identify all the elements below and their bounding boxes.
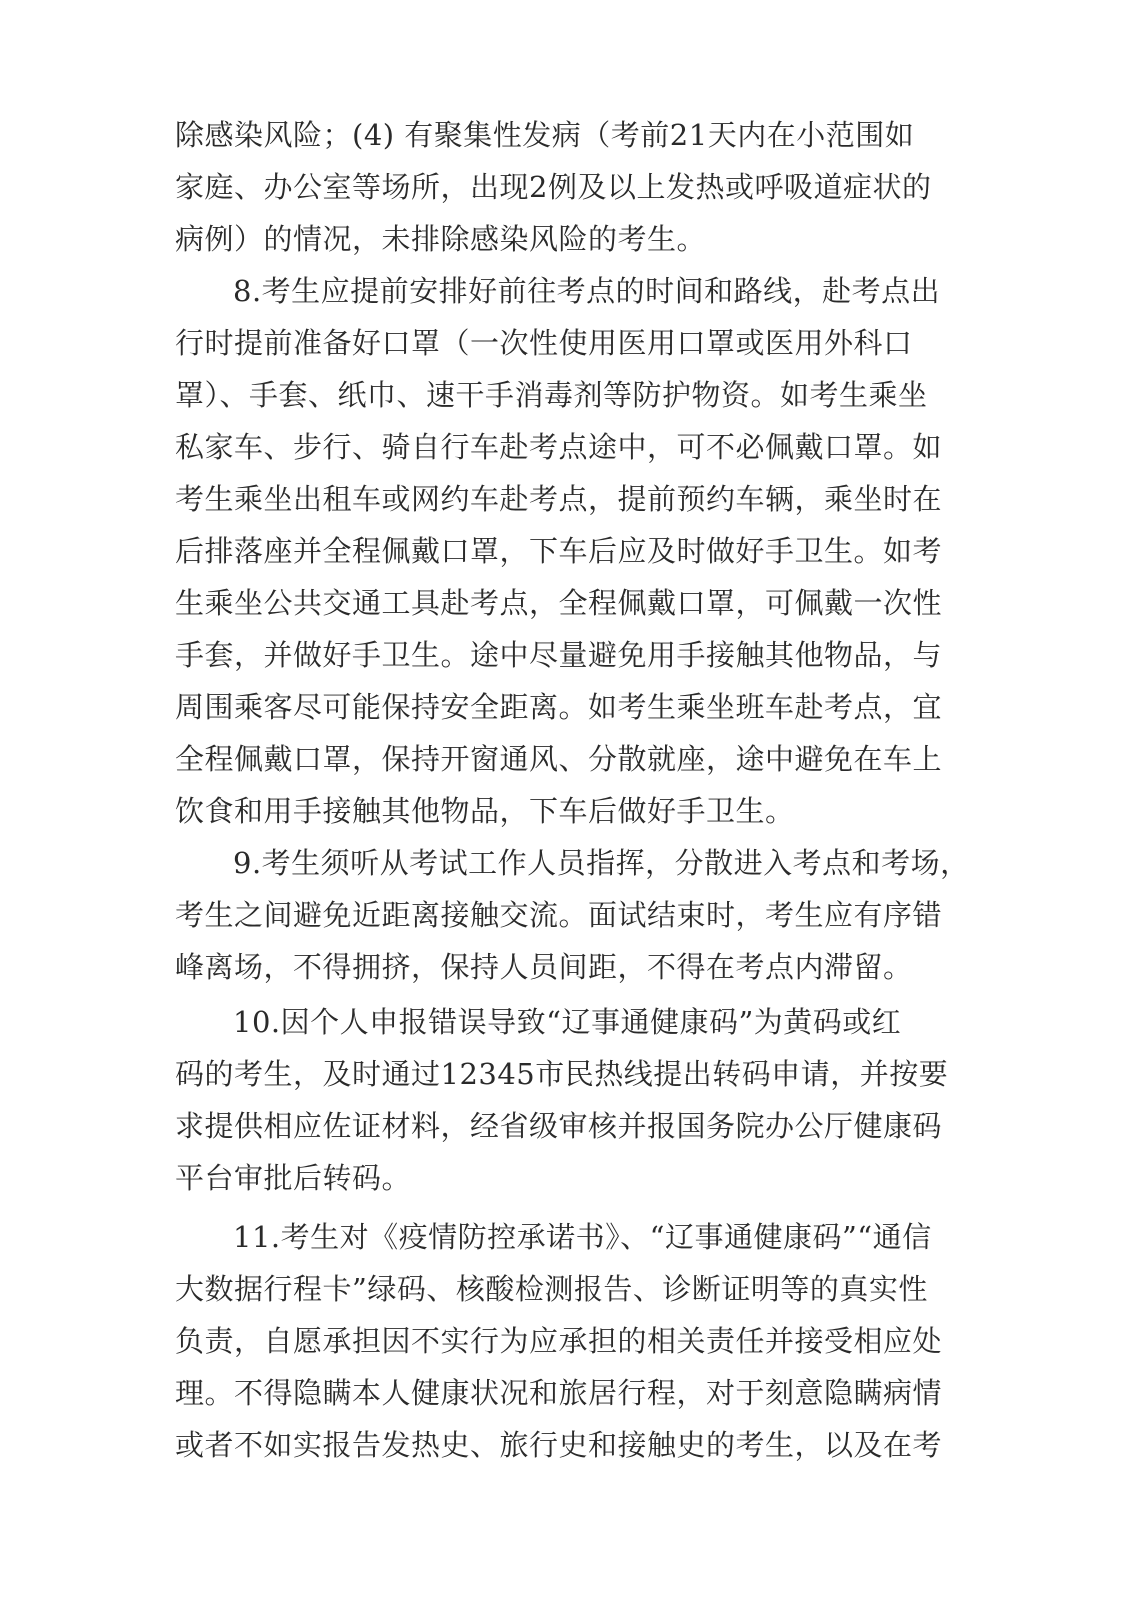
- text-line: 理。不得隐瞒本人健康状况和旅居行程，对于刻意隐瞒病情: [175, 1376, 943, 1410]
- text-line: 大数据行程卡”绿码、核酸检测报告、诊断证明等的真实性: [175, 1272, 928, 1306]
- text-line: 行时提前准备好口罩（一次性使用医用口罩或医用外科口: [175, 326, 913, 360]
- text-line: 手套，并做好手卫生。途中尽量避免用手接触其他物品，与: [175, 638, 943, 672]
- text-line: 周围乘客尽可能保持安全距离。如考生乘坐班车赴考点，宜: [175, 690, 943, 724]
- paragraph-11-start: 11.考生对《疫情防控承诺书》、“辽事通健康码”“通信: [233, 1220, 932, 1254]
- text-line: 平台审批后转码。: [175, 1161, 412, 1195]
- text-line: 家庭、办公室等场所，出现2例及以上发热或呼吸道症状的: [175, 170, 932, 204]
- text-line: 码的考生，及时通过12345市民热线提出转码申请，并按要: [175, 1057, 949, 1091]
- text-line: 除感染风险；(4) 有聚集性发病（考前21天内在小范围如: [175, 118, 915, 152]
- text-line: 饮食和用手接触其他物品，下车后做好手卫生。: [175, 794, 795, 828]
- text-line: 考生乘坐出租车或网约车赴考点，提前预约车辆，乘坐时在: [175, 482, 943, 516]
- text-line: 生乘坐公共交通工具赴考点，全程佩戴口罩，可佩戴一次性: [175, 586, 943, 620]
- text-line: 求提供相应佐证材料，经省级审核并报国务院办公厅健康码: [175, 1109, 943, 1143]
- text-line: 负责，自愿承担因不实行为应承担的相关责任并接受相应处: [175, 1324, 943, 1358]
- text-line: 私家车、步行、骑自行车赴考点途中，可不必佩戴口罩。如: [175, 430, 943, 464]
- text-line: 考生之间避免近距离接触交流。面试结束时，考生应有序错: [175, 898, 943, 932]
- paragraph-9-start: 9.考生须听从考试工作人员指挥，分散进入考点和考场，: [233, 846, 970, 880]
- text-line: 后排落座并全程佩戴口罩，下车后应及时做好手卫生。如考: [175, 534, 943, 568]
- text-line: 全程佩戴口罩，保持开窗通风、分散就座，途中避免在车上: [175, 742, 943, 776]
- paragraph-8-start: 8.考生应提前安排好前往考点的时间和路线，赴考点出: [233, 274, 941, 308]
- text-line: 或者不如实报告发热史、旅行史和接触史的考生，以及在考: [175, 1428, 943, 1462]
- text-line: 罩）、手套、纸巾、速干手消毒剂等防护物资。如考生乘坐: [175, 378, 928, 412]
- text-line: 峰离场，不得拥挤，保持人员间距，不得在考点内滞留。: [175, 950, 913, 984]
- text-line: 病例）的情况，未排除感染风险的考生。: [175, 222, 707, 256]
- paragraph-10-start: 10.因个人申报错误导致“辽事通健康码”为黄码或红: [233, 1005, 902, 1039]
